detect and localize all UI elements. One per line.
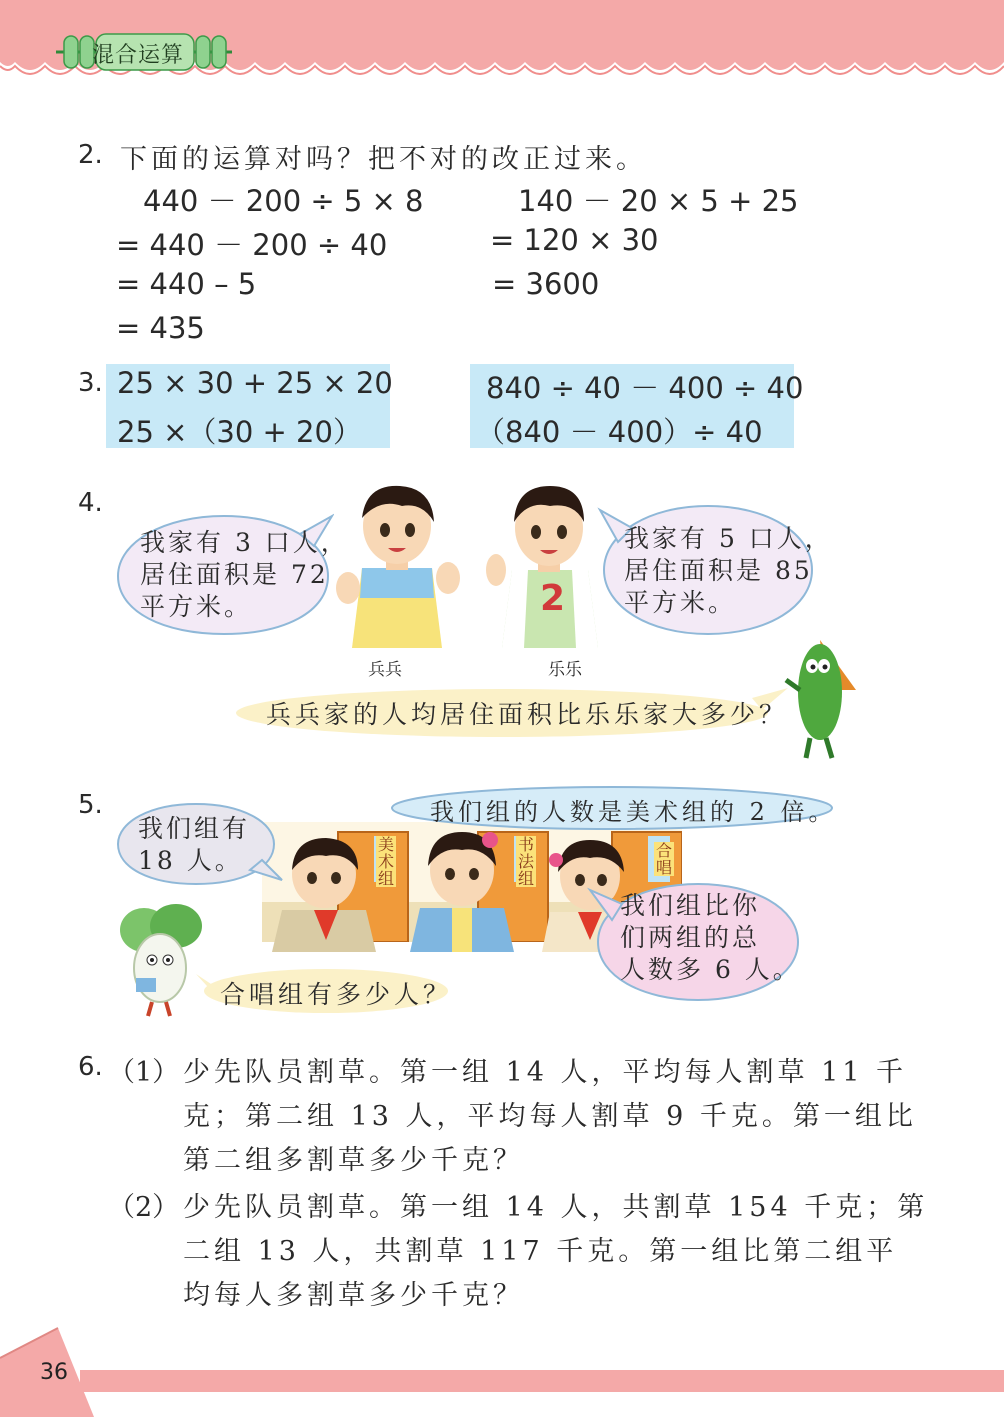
bubble-right-line-1: 我家有 5 口人， <box>624 524 833 553</box>
name-lele: 乐乐 <box>548 660 582 680</box>
q6-part1-line-3: 第二组多割草多少千克？ <box>183 1145 524 1176</box>
q6-part1-label: （1） <box>108 1057 180 1088</box>
bubble-q5-right-line-1: 我们组比你 <box>620 891 761 920</box>
question-number-2: 2. <box>78 140 103 170</box>
q3-left-expression-1: 25 × 30 + 25 × 20 <box>117 366 393 400</box>
q2-left-line-1: 440 － 200 ÷ 5 × 8 <box>143 184 424 218</box>
chapter-title: 混合运算 <box>92 43 185 68</box>
child-boy-illustration <box>266 830 386 952</box>
q6-part2-label: （2） <box>108 1192 180 1223</box>
q6-part1-line-2: 克；第二组 13 人，平均每人割草 9 千克。第一组比 <box>183 1101 917 1132</box>
q6-part2-line-1: 少先队员割草。第一组 14 人，共割草 154 千克；第 <box>183 1192 929 1223</box>
bubble-q5-left-line-1: 我们组有 <box>138 814 251 843</box>
door-sign-art: 美术组 <box>377 835 394 888</box>
shirt-number: 2 <box>540 578 566 619</box>
q2-right-line-3: = 3600 <box>492 267 600 301</box>
bubble-left-line-2: 居住面积是 72 <box>140 560 329 589</box>
q6-part2-line-3: 均每人多割草多少千克？ <box>183 1280 524 1311</box>
q2-left-line-2: = 440 － 200 ÷ 40 <box>116 228 388 262</box>
pea-pod-character <box>780 630 870 765</box>
question-number-5: 5. <box>78 790 103 820</box>
q6-part1-line-1: 少先队员割草。第一组 14 人，平均每人割草 11 千 <box>183 1057 908 1088</box>
bubble-left-line-1: 我家有 3 口人， <box>140 528 349 557</box>
bubble-q5-right-line-3: 人数多 6 人。 <box>620 955 801 984</box>
q3-left-expression-2: 25 ×（30 + 20） <box>117 415 362 449</box>
bubble-q5-left-line-2: 18 人。 <box>138 846 243 875</box>
q2-prompt: 下面的运算对吗？把不对的改正过来。 <box>120 144 647 175</box>
boy-bingbing-illustration <box>330 478 464 653</box>
q4-question: 兵兵家的人均居住面积比乐乐家大多少？ <box>266 700 789 729</box>
name-bingbing: 兵兵 <box>368 660 402 680</box>
q2-left-line-3: = 440 – 5 <box>116 267 257 301</box>
q3-right-expression-1: 840 ÷ 40 － 400 ÷ 40 <box>486 371 804 405</box>
bubble-left-line-3: 平方米。 <box>140 592 253 621</box>
bubble-right-line-3: 平方米。 <box>624 588 737 617</box>
bubble-top-text: 我们组的人数是美术组的 2 倍。 <box>430 798 837 826</box>
q2-right-line-1: 140 － 20 × 5 + 25 <box>518 184 799 218</box>
question-number-3: 3. <box>78 368 103 398</box>
door-sign-calligraphy: 书法组 <box>517 835 534 888</box>
question-number-6: 6. <box>78 1052 103 1082</box>
q6-part2-line-2: 二组 13 人，共割草 117 千克。第一组比第二组平 <box>183 1236 898 1267</box>
question-number-4: 4. <box>78 488 103 518</box>
bubble-right-line-2: 居住面积是 85 <box>624 556 813 585</box>
door-sign-choir: 合唱 <box>655 841 672 877</box>
bubble-q5-right-line-2: 们两组的总 <box>620 923 761 952</box>
page-number: 36 <box>40 1360 68 1385</box>
q2-right-line-2: = 120 × 30 <box>490 223 659 257</box>
q2-left-line-4: = 435 <box>116 311 205 345</box>
footer-band <box>0 1326 1004 1417</box>
child-girl-middle-illustration <box>402 822 522 952</box>
q3-right-expression-2: （840 － 400）÷ 40 <box>476 415 763 449</box>
q5-question: 合唱组有多少人？ <box>220 980 453 1009</box>
boy-lele-illustration <box>484 478 614 653</box>
